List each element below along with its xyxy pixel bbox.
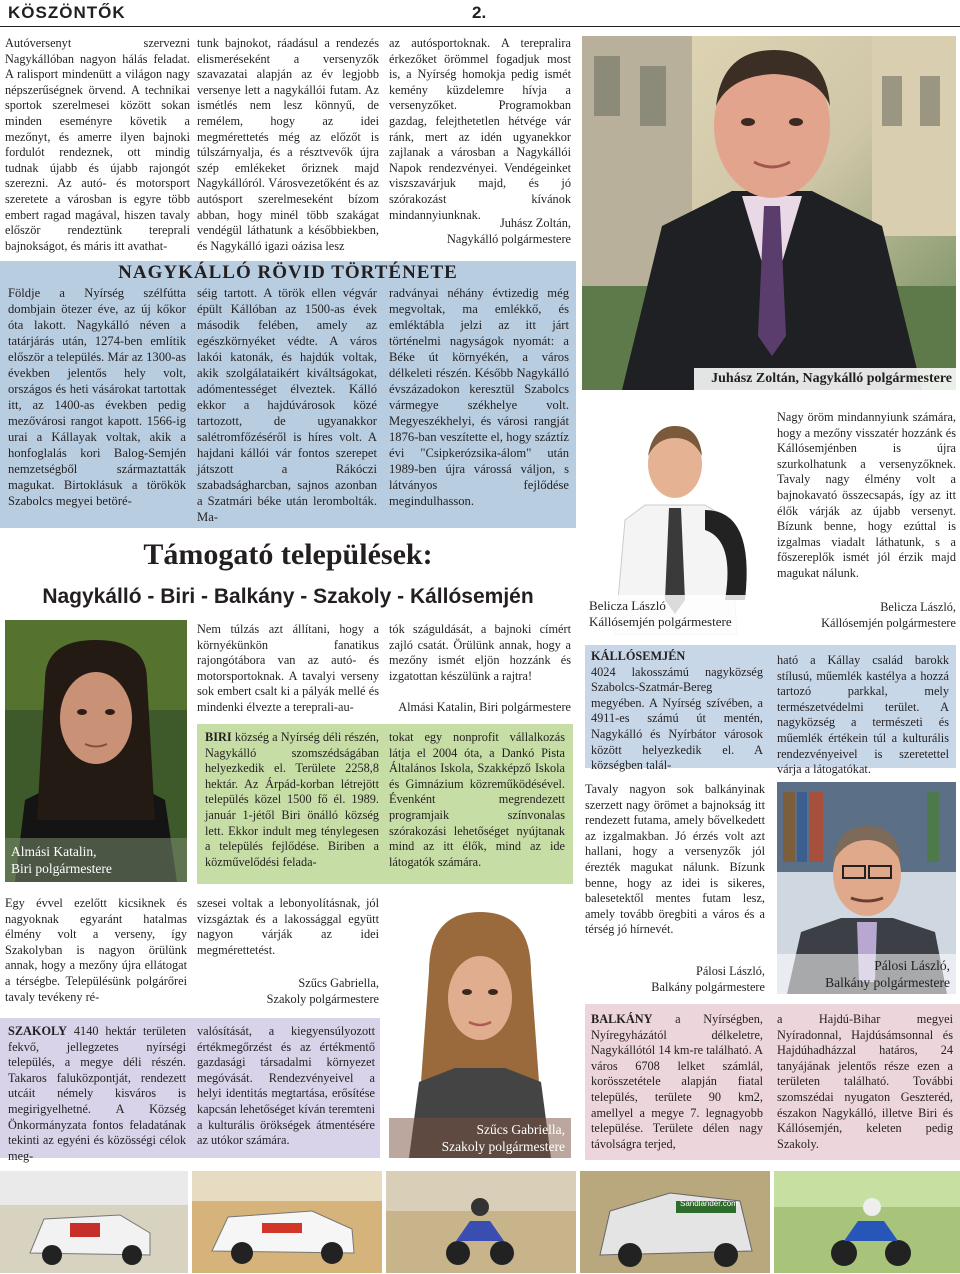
kallosemjen-box bbox=[585, 645, 956, 777]
photo-belicza bbox=[585, 400, 765, 635]
szakoly-box bbox=[0, 1018, 380, 1163]
caption-almasi: Almási Katalin, Biri polgármestere bbox=[5, 838, 187, 882]
rally-photo-strip bbox=[0, 1167, 960, 1274]
history-title: NAGYKÁLLÓ RÖVID TÖRTÉNETE bbox=[118, 262, 458, 283]
support-subtitle: Nagykálló - Biri - Balkány - Szakoly - Kállósemjén bbox=[42, 585, 534, 608]
section-title: KÖSZÖNTŐK bbox=[8, 3, 126, 22]
photo-palosi bbox=[777, 782, 956, 994]
kallosemjen-column-1: KÁLLÓSEMJÉN 4024 lakosszámú nagyközség Szabolcs-Szatmár-Bereg megyében. A Nyírség szívében, a 4911-es számú út mentén, Nagykálló és Nyírbátor városok között helyezkedik el. A községben talál- bbox=[591, 649, 763, 773]
caption-szucs: Szűcs Gabriella, Szakoly polgármestere bbox=[389, 1118, 571, 1158]
history-column-2: séig tartott. A török ellen végvár épült Kállóban az 1500-as évek második felében, amely az egészkörnyéket védte. A város lakói katonák, és hajdúk voltak, akik szolgálataikért kiváltságokat, adómentességet élveztek. Kálló ekkor a hajdúvárosok közé tartozott, de ugyanakkor salétromfőzéséről is híres volt. A hajdani kállói vár fontos szerepet játszott a Rákóczi szabadságharcban, sajnos azonban a Szatmári béke után lerombolták. Ma- bbox=[197, 286, 377, 524]
rally-photo-5 bbox=[774, 1171, 960, 1273]
almasi-signature: Almási Katalin, Biri polgármestere bbox=[398, 700, 571, 714]
rally-photo-1 bbox=[0, 1171, 188, 1273]
biri-column-2: tokat egy nonprofit vállalkozás látja el 2004 óta, a Dankó Pista Általános Iskola, Szakképző Iskola és Gimnázium közreműködésével. Évenként megrendezett programjaik színvonalas szórakozási lehetőséget nyújtanak mind az itt élők, mind az ide látogatók számára. bbox=[389, 730, 565, 869]
szakoly-greeting-2: szesei voltak a lebonyolításnak, jól vizsgáztak és a lakossággal együtt nagyon várják az idei megmérettetést. bbox=[197, 896, 379, 957]
rally-photo-2 bbox=[192, 1171, 382, 1273]
caption-palosi: Pálosi László, Balkány polgármestere bbox=[777, 954, 956, 994]
kallosemjen-column-2: ható a Kállay család barokk stílusú, műemlék kastélya a hozzá tartozó parkkal, mely természetvédelmi terület. A nagyközség a természeti és műemlék értékein túl a kulturális rendezvényeivel is szeretettel várja a látogatókat. bbox=[777, 653, 949, 777]
biri-box bbox=[197, 724, 573, 884]
szakoly-signature: Szűcs Gabriella, Szakoly polgármestere bbox=[266, 976, 379, 1006]
intro-column-3: az autósportoknak. A terepralira érkezőket örömmel fogadjuk most is, a Nyírség homokja pedig ismét kemény küzdelemre hívja a versenyzőket. Programokban gazdag, felejthetetlen hétvége vár ránk, mert az idén ugyanekkor zajlanak a városban a Nagykállói Napok rendezvényei. Vendégeinket viszszavárjuk majd, és jó szórakozást kívánok mindannyiunknak. bbox=[389, 36, 571, 222]
almasi-greeting-1: Nem túlzás azt állítani, hogy a környékünkön fanatikus rajongótábora van az autó- és motorsportoknak. A tavalyi verseny sok embert csalt ki a pályák mellé és mindenki élvezte a tereprali-au- bbox=[197, 622, 379, 714]
intro-signature: Juhász Zoltán, Nagykálló polgármestere bbox=[447, 216, 571, 246]
photo-almasi bbox=[5, 620, 187, 882]
szakoly-column-1: SZAKOLY 4140 hektár területen fekvő, jellegzetes nyírségi település, a megye déli részén. Takaros faluközpontját, rendezett utcáit némely kisváros is megirigyelhetné. A Község Önkormányzata fontos feladatának tekinti az egyéni és közösségi célok meg- bbox=[8, 1024, 186, 1163]
intro-column-2: tunk bajnokot, ráadásul a rendezés elismeréseként a versenyzők szavazatai alapján az év legjobb versenye lett a nagykállói futam. Az ismétlés nem lesz könnyű, de remélem, hogy az idei megmérettetés még az előzőt is túlszárnyalja, és a résztvevők újra szép emlékeket őriznek majd Nagykállóról. Városvezetőként és az autósport szerelmeseként bízom abban, hogy minél több szakágat vendégül láthatunk a későbbiekben, és Nagykálló igazi oázisa lesz bbox=[197, 36, 379, 253]
photo-juhasz bbox=[582, 36, 956, 390]
almasi-greeting-2: tók száguldását, a bajnoki címért zajló csatát. Örülünk annak, hogy a mezőny ismét eljön hozzánk és izgatottan készülünk a rajtra! bbox=[389, 622, 571, 683]
rally-sponsor-label: Sandlander.com bbox=[680, 1199, 738, 1208]
palosi-greeting: Tavaly nagyon sok balkányinak szerzett nagy örömet a bajnokság itt rendezett futama, amely bővelkedett az izgalmakban. Jó érzés volt azt hallani, hogy a versenyzők jól érezték magukat nálunk. Bízunk benne, hogy az idei is sikeres, balesetektől mentes futam lesz, amely tovább öregbiti a város és a térség jó hírnevét. bbox=[585, 782, 765, 937]
intro-column-1: Autóversenyt szervezni Nagykállóban nagyon hálás feladat. A ralisport mindenütt a világon nagy népszerűségnek örvend. A technikai sportok szerelmesei között sokan minden eseményre követik a mezőnyt, és amerre ilyen bajnoki fordulót rendeznek, ott mindig tudnak újabb és újabb rajongót szerezni. Az autó- és motorsport szeretete a városban is egyre több embert ragad magával, hiszen tavaly először rendeztünk tereprali bajnokságot, és máris itt avathat- bbox=[5, 36, 190, 253]
rally-photo-3 bbox=[386, 1171, 576, 1273]
biri-column-1: BIRI község a Nyírség déli részén, Nagykálló szomszédságában helyezkedik el. Területe 2258,8 hektár. Az Árpád-korban létrejött település közel 1500 fő él. 1989. január 1-jétől Biri önálló község lett. Ekkor indult meg ténylegesen a település fejlődése. Biriben a közművelődési felada- bbox=[205, 730, 379, 869]
caption-belicza: Belicza László Kállósemjén polgármestere bbox=[585, 595, 765, 635]
belicza-greeting: Nagy öröm mindannyiunk számára, hogy a mezőny visszatér hozzánk és Kállósemjénben is újra szurkolhatunk a versenyzőknek. Tavaly nagy élmény volt a bajnokavató összecsapás, így az itt élők várják az újabb versenyt. Bízunk benne, hogy ezúttal is izgalmas viadalt láthatunk, s a főszereplők ismét jól érzik majd magukat nálunk. bbox=[777, 410, 956, 580]
caption-juhasz: Juhász Zoltán, Nagykálló polgármestere bbox=[694, 368, 956, 390]
szakoly-greeting-1: Egy évvel ezelőtt kicsiknek és nagyoknak egyaránt hatalmas élmény volt a verseny, így Szakolyban is nagyon örülünk annak, hogy a mezőny újra ellátogat a térségbe. Településünk polgárőrei tavaly tevékeny ré- bbox=[5, 896, 187, 1004]
header-rule bbox=[0, 26, 960, 27]
szakoly-column-2: valósítását, a kiegyensúlyozott értékmegőrzést és az értékmentő gazdasági társadalmi környezet megóvását. Rendezvényeivel a helyi identitás megtartása, erősítése kapcsán lehetőséget kíván teremteni a kulturális örökségek átmentésére az utókor számára. bbox=[197, 1024, 375, 1148]
support-title: Támogató települések: bbox=[143, 538, 433, 571]
photo-szucs bbox=[389, 892, 571, 1158]
history-column-1: Földje a Nyírség szélfútta dombjain ötezer éve, az új kőkor óta lakott. Nagykálló néven a tatárjárás után, 1274-ben említik először a település. Már az 1300-as években jelentős hely volt, országos és heti vásárokat tartottak itt, az 1400-as években pedig mezővárosi rangot kapott. 1566-ig urai a Kállayak voltak, akik a honfoglalás kori Balog-Semjén nemzetségből származtatták magukat. Birtoklásuk a törökök Szabolcs megyei betöré- bbox=[8, 286, 186, 508]
balkany-column-2: a Hajdú-Bihar megyei Nyíradonnal, Hajdúsámsonnal és Hajdúhadházzal határos, 24 tanyájának jelentős része ezen a területen található. További szomszédai nyugaton Geszteréd, északon Nagykálló, illetve Biri és Kállósemjén, keleten pedig Szakoly. bbox=[777, 1012, 953, 1151]
history-column-3: radványai néhány évtizedig még megvoltak, ma emlékkő, és emléktábla jelzi az itt járt történelmi nagyságok nyomát: a Béke út környékén, a város délkeleti részén. Később Nagykálló évszázadokon keresztül Szabolcs vármegye székhelye volt. Megyeszékhelyi, és városi rangját 1876-ban veszítette el, hogy száztíz évi "Csipkerózsika-álom" után 1989-ben újra várossá váljon, s látványos fejlődése megindulhasson. bbox=[389, 286, 569, 508]
belicza-signature: Belicza László, Kállósemjén polgármestere bbox=[821, 600, 956, 630]
balkany-column-1: BALKÁNY a Nyírségben, Nyíregyházától délkeletre, Nagykállótól 14 km-re található. A város 6708 lelket számlál, korösszetétele alapján fiatal település, területe 90 km2, amellyel a megye 7. legnagyobb települése. Területe délen nagy távolságra terjed, bbox=[591, 1012, 763, 1151]
page-number: 2. bbox=[472, 3, 487, 22]
history-box bbox=[0, 261, 576, 528]
balkany-box bbox=[585, 1004, 960, 1160]
palosi-signature: Pálosi László, Balkány polgármestere bbox=[651, 964, 765, 994]
rally-photo-4 bbox=[580, 1171, 770, 1273]
